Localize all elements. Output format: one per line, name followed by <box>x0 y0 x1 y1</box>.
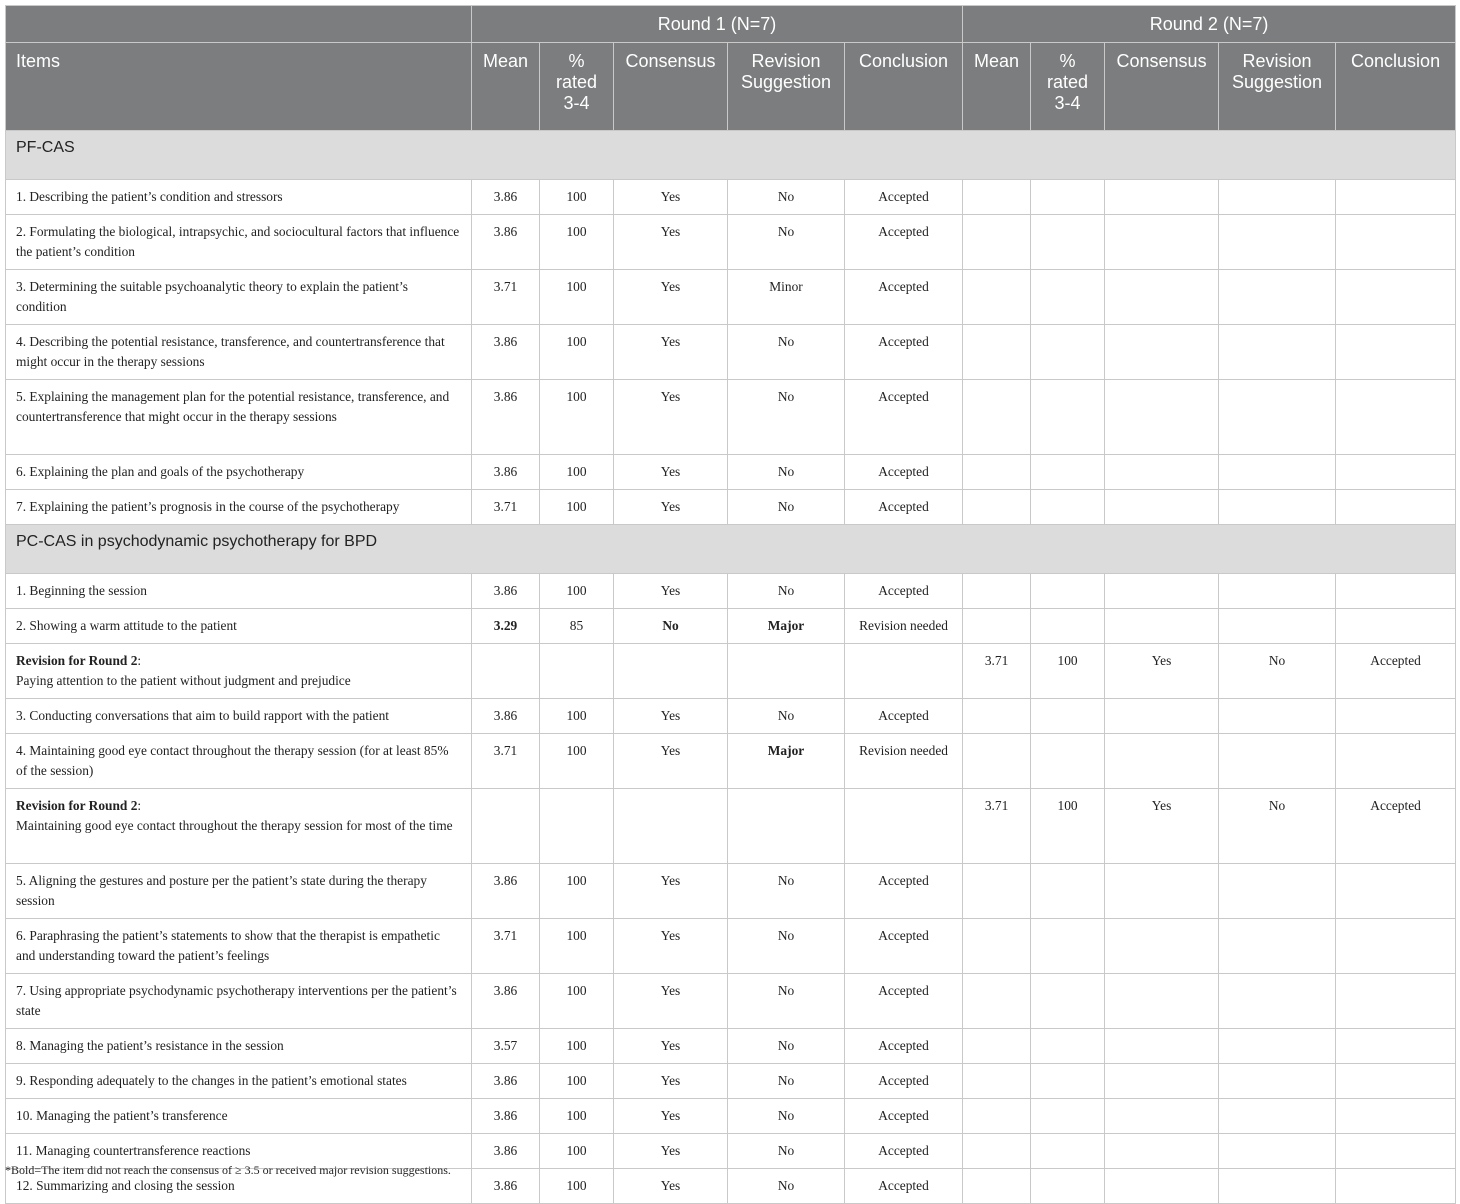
r2-consensus-cell <box>1105 1099 1219 1134</box>
r1-conclusion-cell: Accepted <box>845 1134 963 1169</box>
r2-conclusion-cell <box>1336 974 1456 1029</box>
item-cell: 1. Describing the patient’s condition and stressors <box>6 180 472 215</box>
table-body <box>6 131 1456 1204</box>
r1-revision-cell: No <box>728 1029 845 1064</box>
table-row <box>6 380 1456 455</box>
revision-label: Revision for Round 2 <box>16 653 138 668</box>
r2-conclusion-cell <box>1336 1134 1456 1169</box>
r1-conclusion-cell: Accepted <box>845 1064 963 1099</box>
column-header-r1-percent-rated: % rated 3-4 <box>540 43 614 131</box>
r2-conclusion-cell <box>1336 919 1456 974</box>
r2-percent-cell <box>1031 1064 1105 1099</box>
r1-revision-cell <box>728 789 845 864</box>
r2-percent-cell <box>1031 1134 1105 1169</box>
r2-percent-cell <box>1031 180 1105 215</box>
r2-mean-cell <box>963 380 1031 455</box>
r2-revision-cell <box>1219 270 1336 325</box>
r2-mean-cell <box>963 455 1031 490</box>
item-cell: 9. Responding adequately to the changes in the patient’s emotional states <box>6 1064 472 1099</box>
r1-conclusion-cell <box>845 644 963 699</box>
r1-consensus-cell: Yes <box>614 864 728 919</box>
r1-consensus-cell: Yes <box>614 699 728 734</box>
round2-header: Round 2 (N=7) <box>963 6 1456 43</box>
r2-percent-cell <box>1031 1029 1105 1064</box>
r1-percent-cell: 100 <box>540 1064 614 1099</box>
r1-percent-cell: 100 <box>540 699 614 734</box>
r1-conclusion-cell: Accepted <box>845 490 963 525</box>
r2-percent-cell <box>1031 609 1105 644</box>
r2-consensus-cell <box>1105 325 1219 380</box>
r1-percent-cell: 85 <box>540 609 614 644</box>
r2-conclusion-cell <box>1336 609 1456 644</box>
r1-conclusion-cell <box>845 789 963 864</box>
r2-consensus-cell <box>1105 919 1219 974</box>
revision-text: Maintaining good eye contact throughout the therapy session for most of the time <box>16 817 453 833</box>
revision-label-colon: : <box>137 653 142 668</box>
r2-consensus-cell <box>1105 974 1219 1029</box>
table-row <box>6 974 1456 1029</box>
table-row <box>6 180 1456 215</box>
item-cell: 7. Explaining the patient’s prognosis in the course of the psychotherapy <box>6 490 472 525</box>
column-header-r1-consensus: Consensus <box>614 43 728 131</box>
r1-mean-cell: 3.86 <box>472 1099 540 1134</box>
r1-mean-cell: 3.71 <box>472 919 540 974</box>
r1-consensus-cell <box>614 789 728 864</box>
table-row <box>6 270 1456 325</box>
r1-percent-cell: 100 <box>540 380 614 455</box>
column-header-r2-mean: Mean <box>963 43 1031 131</box>
r1-revision-cell: Major <box>728 609 845 644</box>
column-header-r1-conclusion: Conclusion <box>845 43 963 131</box>
r2-percent-cell <box>1031 734 1105 789</box>
r2-percent-cell <box>1031 455 1105 490</box>
r1-conclusion-cell: Accepted <box>845 699 963 734</box>
r2-revision-cell: No <box>1219 644 1336 699</box>
r1-consensus-cell: Yes <box>614 734 728 789</box>
r2-percent-cell <box>1031 1169 1105 1204</box>
r2-revision-cell <box>1219 380 1336 455</box>
r1-consensus-cell: Yes <box>614 1169 728 1204</box>
table-row <box>6 864 1456 919</box>
revision-item-cell <box>6 644 472 699</box>
table-footnote: *Bold=The item did not reach the consensus of ≥ 3.5 or received major revision suggestions. <box>5 1163 451 1177</box>
column-header-r2-percent-rated: % rated 3-4 <box>1031 43 1105 131</box>
r1-conclusion-cell: Accepted <box>845 1099 963 1134</box>
r2-conclusion-cell <box>1336 180 1456 215</box>
r1-revision-cell: Minor <box>728 270 845 325</box>
r1-conclusion-cell: Accepted <box>845 1169 963 1204</box>
r2-percent-cell: 100 <box>1031 789 1105 864</box>
r2-revision-cell <box>1219 609 1336 644</box>
section-title-pf-cas: PF-CAS <box>6 131 1456 180</box>
r2-mean-cell <box>963 574 1031 609</box>
r1-percent-cell: 100 <box>540 455 614 490</box>
r2-mean-cell <box>963 974 1031 1029</box>
table-row <box>6 1029 1456 1064</box>
r1-revision-cell: No <box>728 180 845 215</box>
r1-consensus-cell: Yes <box>614 215 728 270</box>
item-cell: 4. Maintaining good eye contact throughout the therapy session (for at least 85% of the session) <box>6 734 472 789</box>
r1-mean-cell: 3.86 <box>472 325 540 380</box>
r2-conclusion-cell <box>1336 1029 1456 1064</box>
r2-mean-cell <box>963 325 1031 380</box>
r2-revision-cell <box>1219 919 1336 974</box>
r2-revision-cell <box>1219 325 1336 380</box>
r2-mean-cell <box>963 270 1031 325</box>
r2-consensus-cell <box>1105 490 1219 525</box>
r2-conclusion-cell <box>1336 270 1456 325</box>
r1-consensus-cell: Yes <box>614 455 728 490</box>
r1-mean-cell: 3.86 <box>472 180 540 215</box>
r2-revision-cell <box>1219 180 1336 215</box>
revision-label: Revision for Round 2 <box>16 798 138 813</box>
r2-mean-cell <box>963 1064 1031 1099</box>
r2-consensus-cell <box>1105 215 1219 270</box>
r1-consensus-cell: Yes <box>614 490 728 525</box>
r1-consensus-cell <box>614 644 728 699</box>
consensus-results-table <box>5 5 1456 1204</box>
r1-revision-cell: No <box>728 1099 845 1134</box>
r2-consensus-cell <box>1105 574 1219 609</box>
table-row <box>6 1064 1456 1099</box>
r2-consensus-cell <box>1105 270 1219 325</box>
r2-mean-cell <box>963 1169 1031 1204</box>
r1-percent-cell: 100 <box>540 1169 614 1204</box>
r1-percent-cell: 100 <box>540 574 614 609</box>
item-cell: 5. Aligning the gestures and posture per the patient’s state during the therapy session <box>6 864 472 919</box>
column-header-r2-revision-suggestion: Revision Suggestion <box>1219 43 1336 131</box>
r2-conclusion-cell: Accepted <box>1336 789 1456 864</box>
r1-mean-cell: 3.86 <box>472 864 540 919</box>
r2-conclusion-cell <box>1336 1099 1456 1134</box>
r1-mean-cell: 3.86 <box>472 1064 540 1099</box>
table-row <box>6 490 1456 525</box>
r1-mean-cell: 3.71 <box>472 490 540 525</box>
r1-revision-cell: No <box>728 1169 845 1204</box>
r1-percent-cell: 100 <box>540 864 614 919</box>
r2-consensus-cell <box>1105 609 1219 644</box>
r1-percent-cell: 100 <box>540 1029 614 1064</box>
r1-percent-cell <box>540 644 614 699</box>
item-cell: 11. Managing countertransference reactions <box>6 1134 472 1169</box>
r2-percent-cell <box>1031 325 1105 380</box>
r2-consensus-cell <box>1105 1064 1219 1099</box>
r2-consensus-cell: Yes <box>1105 644 1219 699</box>
column-header-r2-conclusion: Conclusion <box>1336 43 1456 131</box>
r2-revision-cell <box>1219 699 1336 734</box>
item-cell: 10. Managing the patient’s transference <box>6 1099 472 1134</box>
r1-revision-cell: No <box>728 919 845 974</box>
r1-revision-cell: No <box>728 699 845 734</box>
r2-percent-cell: 100 <box>1031 644 1105 699</box>
r2-consensus-cell <box>1105 864 1219 919</box>
r2-conclusion-cell <box>1336 1064 1456 1099</box>
r1-conclusion-cell: Accepted <box>845 180 963 215</box>
r2-consensus-cell <box>1105 1169 1219 1204</box>
r1-mean-cell: 3.86 <box>472 974 540 1029</box>
item-cell: 12. Summarizing and closing the session <box>6 1169 472 1204</box>
r2-revision-cell <box>1219 455 1336 490</box>
r1-consensus-cell: No <box>614 609 728 644</box>
table-header <box>6 6 1456 131</box>
r1-percent-cell: 100 <box>540 734 614 789</box>
table-row <box>6 455 1456 490</box>
r2-revision-cell <box>1219 1029 1336 1064</box>
r1-percent-cell: 100 <box>540 974 614 1029</box>
r2-revision-cell <box>1219 1099 1336 1134</box>
r1-percent-cell: 100 <box>540 490 614 525</box>
r2-revision-cell <box>1219 574 1336 609</box>
r2-mean-cell <box>963 864 1031 919</box>
r1-conclusion-cell: Revision needed <box>845 609 963 644</box>
consensus-results-table-container <box>5 5 1455 1204</box>
r1-mean-cell <box>472 644 540 699</box>
r2-conclusion-cell <box>1336 734 1456 789</box>
round1-header: Round 1 (N=7) <box>472 6 963 43</box>
table-row <box>6 325 1456 380</box>
r2-mean-cell <box>963 1134 1031 1169</box>
r1-mean-cell: 3.86 <box>472 1169 540 1204</box>
r2-revision-cell <box>1219 734 1336 789</box>
r1-percent-cell: 100 <box>540 1134 614 1169</box>
r2-consensus-cell <box>1105 180 1219 215</box>
r2-conclusion-cell <box>1336 380 1456 455</box>
r1-percent-cell: 100 <box>540 270 614 325</box>
r1-conclusion-cell: Accepted <box>845 974 963 1029</box>
r1-mean-cell: 3.86 <box>472 455 540 490</box>
r2-percent-cell <box>1031 699 1105 734</box>
table-row <box>6 215 1456 270</box>
r2-revision-cell <box>1219 1134 1336 1169</box>
r2-percent-cell <box>1031 490 1105 525</box>
r1-mean-cell: 3.57 <box>472 1029 540 1064</box>
r2-conclusion-cell <box>1336 490 1456 525</box>
r1-consensus-cell: Yes <box>614 380 728 455</box>
r1-consensus-cell: Yes <box>614 325 728 380</box>
r2-mean-cell <box>963 215 1031 270</box>
r2-consensus-cell <box>1105 1134 1219 1169</box>
r1-conclusion-cell: Accepted <box>845 215 963 270</box>
r1-mean-cell: 3.71 <box>472 734 540 789</box>
r1-conclusion-cell: Accepted <box>845 325 963 380</box>
r1-consensus-cell: Yes <box>614 270 728 325</box>
r1-revision-cell: No <box>728 490 845 525</box>
r2-consensus-cell <box>1105 699 1219 734</box>
r2-conclusion-cell: Accepted <box>1336 644 1456 699</box>
table-row <box>6 609 1456 644</box>
r1-consensus-cell: Yes <box>614 180 728 215</box>
revision-item-cell <box>6 789 472 864</box>
table-row-revision <box>6 644 1456 699</box>
r1-percent-cell: 100 <box>540 180 614 215</box>
r1-mean-cell: 3.86 <box>472 699 540 734</box>
r1-consensus-cell: Yes <box>614 1029 728 1064</box>
r1-mean-cell: 3.86 <box>472 574 540 609</box>
r1-conclusion-cell: Accepted <box>845 864 963 919</box>
r2-consensus-cell <box>1105 1029 1219 1064</box>
column-header-r1-revision-suggestion: Revision Suggestion <box>728 43 845 131</box>
r2-consensus-cell: Yes <box>1105 789 1219 864</box>
column-header-r2-consensus: Consensus <box>1105 43 1219 131</box>
r2-conclusion-cell <box>1336 699 1456 734</box>
r2-conclusion-cell <box>1336 864 1456 919</box>
r1-revision-cell: No <box>728 574 845 609</box>
r2-percent-cell <box>1031 270 1105 325</box>
r1-revision-cell: No <box>728 455 845 490</box>
item-cell: 4. Describing the potential resistance, transference, and countertransference that might occur in the therapy sessions <box>6 325 472 380</box>
item-cell: 1. Beginning the session <box>6 574 472 609</box>
table-row-revision <box>6 789 1456 864</box>
revision-label-colon: : <box>137 798 142 813</box>
r2-mean-cell <box>963 1029 1031 1064</box>
item-cell: 6. Explaining the plan and goals of the psychotherapy <box>6 455 472 490</box>
r2-percent-cell <box>1031 215 1105 270</box>
r2-consensus-cell <box>1105 734 1219 789</box>
item-cell: 2. Formulating the biological, intrapsychic, and sociocultural factors that influence the patient’s condition <box>6 215 472 270</box>
item-cell: 6. Paraphrasing the patient’s statements to show that the therapist is empathetic and understanding toward the patient’s feelings <box>6 919 472 974</box>
r2-revision-cell: No <box>1219 789 1336 864</box>
table-row <box>6 574 1456 609</box>
r2-conclusion-cell <box>1336 574 1456 609</box>
r2-mean-cell <box>963 609 1031 644</box>
r1-revision-cell: No <box>728 215 845 270</box>
table-row <box>6 1099 1456 1134</box>
r2-conclusion-cell <box>1336 325 1456 380</box>
r2-percent-cell <box>1031 864 1105 919</box>
r1-revision-cell: No <box>728 974 845 1029</box>
r1-mean-cell: 3.86 <box>472 380 540 455</box>
r1-revision-cell: Major <box>728 734 845 789</box>
table-row <box>6 919 1456 974</box>
r1-conclusion-cell: Accepted <box>845 574 963 609</box>
column-header-r1-mean: Mean <box>472 43 540 131</box>
r1-consensus-cell: Yes <box>614 974 728 1029</box>
r1-consensus-cell: Yes <box>614 1064 728 1099</box>
r1-percent-cell: 100 <box>540 325 614 380</box>
r2-mean-cell <box>963 699 1031 734</box>
r2-revision-cell <box>1219 1169 1336 1204</box>
r1-mean-cell: 3.29 <box>472 609 540 644</box>
r2-revision-cell <box>1219 1064 1336 1099</box>
r1-revision-cell: No <box>728 325 845 380</box>
r1-conclusion-cell: Accepted <box>845 919 963 974</box>
r1-revision-cell <box>728 644 845 699</box>
r1-mean-cell <box>472 789 540 864</box>
r1-mean-cell: 3.71 <box>472 270 540 325</box>
r1-conclusion-cell: Accepted <box>845 270 963 325</box>
r1-conclusion-cell: Revision needed <box>845 734 963 789</box>
r1-percent-cell <box>540 789 614 864</box>
r1-consensus-cell: Yes <box>614 919 728 974</box>
r2-revision-cell <box>1219 974 1336 1029</box>
r1-percent-cell: 100 <box>540 1099 614 1134</box>
r1-revision-cell: No <box>728 1134 845 1169</box>
table-row <box>6 734 1456 789</box>
table-row <box>6 699 1456 734</box>
r2-mean-cell <box>963 1099 1031 1134</box>
r1-percent-cell: 100 <box>540 919 614 974</box>
r2-mean-cell <box>963 919 1031 974</box>
r2-percent-cell <box>1031 919 1105 974</box>
r2-mean-cell <box>963 734 1031 789</box>
r1-mean-cell: 3.86 <box>472 1134 540 1169</box>
item-cell: 2. Showing a warm attitude to the patient <box>6 609 472 644</box>
r2-percent-cell <box>1031 1099 1105 1134</box>
r1-conclusion-cell: Accepted <box>845 380 963 455</box>
r1-consensus-cell: Yes <box>614 1134 728 1169</box>
r1-consensus-cell: Yes <box>614 1099 728 1134</box>
r1-consensus-cell: Yes <box>614 574 728 609</box>
r2-revision-cell <box>1219 215 1336 270</box>
r2-mean-cell <box>963 490 1031 525</box>
r2-conclusion-cell <box>1336 1169 1456 1204</box>
item-cell: 3. Conducting conversations that aim to build rapport with the patient <box>6 699 472 734</box>
section-title-pc-cas: PC-CAS in psychodynamic psychotherapy for BPD <box>6 525 1456 574</box>
r2-conclusion-cell <box>1336 455 1456 490</box>
r2-revision-cell <box>1219 490 1336 525</box>
r2-percent-cell <box>1031 574 1105 609</box>
r1-conclusion-cell: Accepted <box>845 455 963 490</box>
r2-consensus-cell <box>1105 455 1219 490</box>
r1-revision-cell: No <box>728 1064 845 1099</box>
r1-percent-cell: 100 <box>540 215 614 270</box>
item-cell: 5. Explaining the management plan for the potential resistance, transference, and countertransference that might occur in the therapy sessions <box>6 380 472 455</box>
r2-percent-cell <box>1031 974 1105 1029</box>
r2-consensus-cell <box>1105 380 1219 455</box>
r2-conclusion-cell <box>1336 215 1456 270</box>
r1-revision-cell: No <box>728 380 845 455</box>
item-cell: 3. Determining the suitable psychoanalytic theory to explain the patient’s condition <box>6 270 472 325</box>
r2-percent-cell <box>1031 380 1105 455</box>
r2-revision-cell <box>1219 864 1336 919</box>
column-header-items: Items <box>6 43 472 131</box>
revision-text: Paying attention to the patient without judgment and prejudice <box>16 672 351 688</box>
r2-mean-cell: 3.71 <box>963 789 1031 864</box>
r1-revision-cell: No <box>728 864 845 919</box>
item-cell: 8. Managing the patient’s resistance in the session <box>6 1029 472 1064</box>
r2-mean-cell: 3.71 <box>963 644 1031 699</box>
header-corner-cell <box>6 6 472 43</box>
item-cell: 7. Using appropriate psychodynamic psychotherapy interventions per the patient’s state <box>6 974 472 1029</box>
r2-mean-cell <box>963 180 1031 215</box>
r1-conclusion-cell: Accepted <box>845 1029 963 1064</box>
r1-mean-cell: 3.86 <box>472 215 540 270</box>
